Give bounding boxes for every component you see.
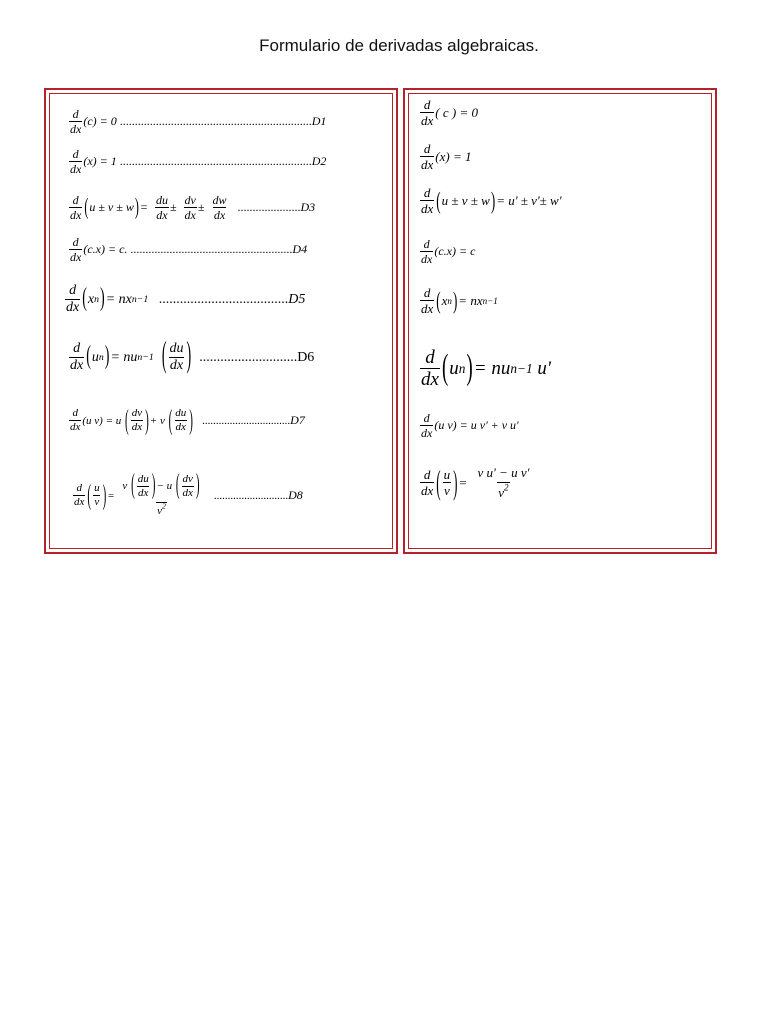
leader-dots: ..................... (237, 200, 301, 214)
formula-label: D6 (297, 349, 315, 365)
formula-r5: $\frac{d}{dx}$ ( x n ) = nx n−1 (421, 285, 498, 316)
ddx-operator: $\frac{d}{dx}$ (74, 482, 85, 508)
leader-dots: ........................... (213, 489, 289, 502)
ddx-operator: $\frac{d}{dx}$ (70, 147, 82, 176)
leader-dots: ...................................................... (130, 242, 293, 256)
formula-r7 (419, 412, 519, 439)
formula-body: (x) = 1 (435, 148, 472, 164)
ddx-operator: $\frac{d}{dx}$ (70, 193, 82, 222)
formula-body: (c.x) = c. (83, 242, 128, 256)
formula-label: D7 (290, 413, 305, 427)
ddx-operator: $\frac{d}{dx}$ (421, 347, 439, 390)
ddx-operator: $\frac{d}{dx}$ (421, 411, 433, 440)
ddx-operator: $\frac{d}{dx}$ (66, 283, 80, 315)
quotient-fraction: v ( $\frac{du}{dx}$ ) − u ( $\frac{dv}{dx}$ ) $v^2$ (122, 469, 200, 517)
formula-panel-left (44, 88, 398, 554)
ddx-operator: $\frac{d}{dx}$ (70, 235, 82, 264)
ddx-operator: $\frac{d}{dx}$ (421, 467, 434, 498)
formula-r2 (419, 142, 471, 171)
formula-r8: $\frac{d}{dx}$ ( $\frac{u}{v}$ ) = $\frac{\text{v u' − u v'}}{v^2}$ (419, 466, 536, 499)
ddx-operator: $\frac{d}{dx}$ (70, 341, 84, 373)
formula-panel-right (403, 88, 717, 554)
leader-dots: ................................................................ (119, 114, 312, 128)
formula-r4 (419, 238, 475, 265)
formula-d7: $\frac{d}{dx}$ (u v) = u ( $\frac{dv}{dx}$ ) + v ( $\frac{du}{dx}$ ) ................................ D7 (70, 404, 305, 437)
ddx-operator: $\frac{d}{dx}$ (421, 97, 434, 128)
formula-d3: $\frac{d}{dx}$ ( u ± v ± w ) = $\frac{du}{dx}$ ± $\frac{dv}{dx}$ ± $\frac{dw}{dx}$ ..................... D3 (70, 193, 316, 222)
ddx-operator: $\frac{d}{dx}$ (421, 185, 434, 216)
formula-d2 (68, 148, 326, 175)
quotient-fraction: $\frac{\text{v u' − u v'}}{v^2}$ (477, 465, 530, 500)
ddx-operator: $\frac{d}{dx}$ (421, 237, 433, 266)
formula-d8: $\frac{d}{dx}$ ( $\frac{u}{v}$ ) = v ( $\frac{du}{dx}$ ) − u ( $\frac{dv}{dx}$ ) $v^2$ ........................... D8 (74, 469, 303, 517)
leader-dots: ..................................... (158, 291, 289, 307)
page-title: Formulario de derivadas algebraicas. (259, 36, 539, 55)
formula-label: D4 (292, 242, 308, 256)
formula-d4 (68, 236, 307, 263)
formula-rhs: = u' ± v'± w' (496, 192, 562, 208)
formula-r1 (419, 98, 478, 127)
formula-d1 (68, 108, 326, 135)
formula-label: D8 (288, 488, 303, 502)
ddx-operator: $\frac{d}{dx}$ (421, 141, 434, 172)
formula-label: D3 (300, 200, 316, 214)
formula-body: (c.x) = c (434, 244, 476, 258)
formula-body: ( c ) = 0 (435, 104, 478, 120)
formula-r6: $\frac{d}{dx}$ ( u n ) = nu n−1 u' (421, 347, 551, 390)
leader-dots: ............................ (199, 349, 298, 365)
formula-body: (u v) = u (82, 414, 122, 427)
formula-body: (x) = 1 (83, 154, 117, 168)
leader-dots: ................................................................ (119, 154, 312, 168)
formula-label: D2 (311, 154, 327, 168)
formula-label: D5 (288, 291, 306, 307)
formula-label: D1 (311, 114, 327, 128)
ddx-operator: $\frac{d}{dx}$ (70, 107, 82, 136)
formula-body: (c) = 0 (83, 114, 117, 128)
formula-d5: $\frac{d}{dx}$ ( x n ) = nx n−1 ..................................... D5 (66, 283, 306, 315)
leader-dots: ................................ (202, 414, 291, 427)
formula-d6: $\frac{d}{dx}$ ( u n ) = nu n−1 ( $\frac{du}{dx}$ ) ............................ D6 (70, 336, 315, 376)
formula-r3: $\frac{d}{dx}$ ( u ± v ± w ) = u' ± v'± w' (421, 185, 562, 216)
ddx-operator: $\frac{d}{dx}$ (421, 285, 434, 316)
formula-body: (u v) = u v' + v u' (434, 418, 519, 432)
formula-lhs: u ± v ± w (89, 200, 134, 214)
ddx-operator: $\frac{d}{dx}$ (70, 407, 81, 433)
